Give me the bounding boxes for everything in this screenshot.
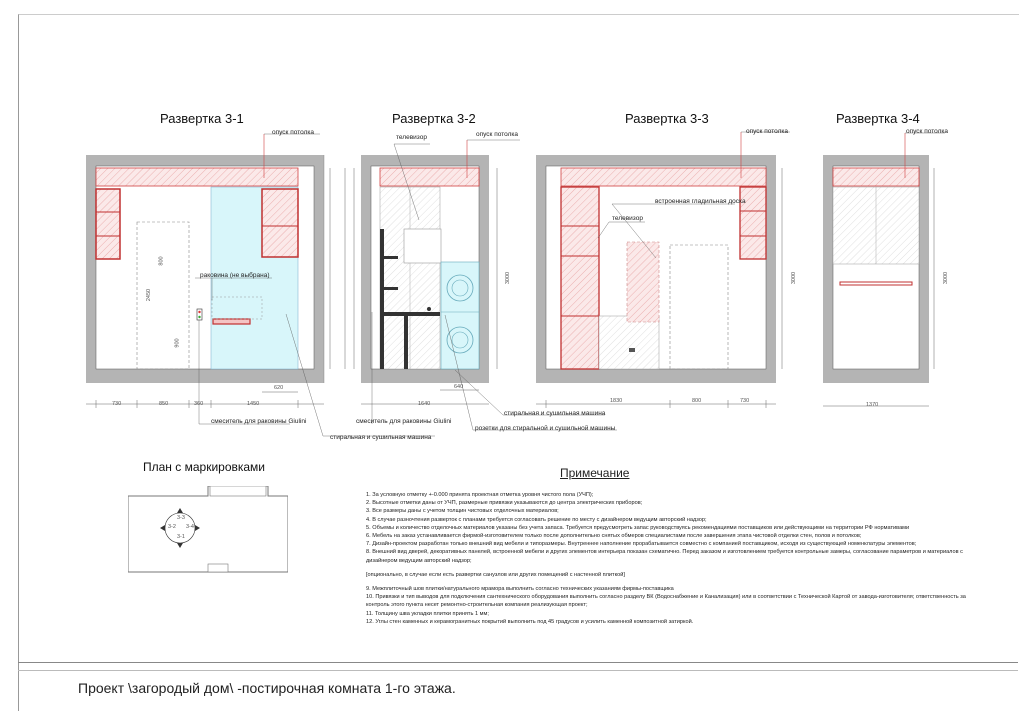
dim-v1-d: 1450 (247, 401, 260, 407)
dim-v4-bottom: 1370 (866, 402, 879, 408)
label-tv-3-2: телевизор (396, 134, 427, 141)
note-item: 9. Межплиточный шов плитки/натурального мрамора выполнить согласно технических указаниям фирмы-поставщика (366, 586, 674, 593)
view-title-3-4: Развертка 3-4 (836, 111, 920, 126)
mixer-symbol-3-1 (197, 309, 202, 320)
ceiling-drop-3-4 (833, 168, 919, 186)
plan-marker-3-4: 3-4 (186, 524, 194, 530)
dim-v1-e: 620 (274, 385, 284, 391)
dim-v1-c: 360 (194, 401, 204, 407)
tall-cabinet-3-3 (561, 187, 599, 369)
elevation-3-4 (823, 133, 945, 406)
notes-title: Примечание (560, 466, 630, 480)
upper-cabinet-left-3-1 (96, 189, 120, 259)
dim-v1-a: 730 (112, 401, 122, 407)
plan-diagram (128, 486, 288, 576)
dim-v3-a: 1830 (610, 398, 623, 404)
label-ceiling-drop-3-2: опуск потолка (476, 131, 518, 138)
view-title-3-2: Развертка 3-2 (392, 111, 476, 126)
note-optional: [опционально, в случае если есть развертки санузлов или других помещений с настенной плиткой] (366, 571, 625, 578)
view-title-3-1: Развертка 3-1 (160, 111, 244, 126)
project-title: Проект \загородый дом\ -постирочная комната 1-го этажа. (78, 680, 456, 696)
upper-cabinet-right-3-1 (262, 189, 298, 257)
view-title-3-3: Развертка 3-3 (625, 111, 709, 126)
plan-marker-3-1: 3-1 (177, 534, 185, 540)
notes-list (366, 491, 986, 626)
note-item: 7. Дизайн-проектом разработан только внешний вид мебели и типоразмеры. Внутреннее наполнение прорабатывается совместно с компанией поставщиком, исходя из существующей номенклатуры элементов; (366, 541, 917, 548)
dim-v3-h: 3000 (791, 271, 798, 285)
label-washer-3-2: стиральная и сушильная машина (504, 410, 606, 417)
label-mixer-3-2: смеситель для раковины Giulini (356, 418, 452, 425)
dim-v1-h-a: 2450 (146, 288, 153, 302)
label-mixer-3-1: смеситель для раковины Giulini (211, 418, 307, 425)
dim-v1-h-b: 800 (158, 256, 165, 266)
sink-counter-3-1 (213, 319, 250, 324)
dim-v1-b: 850 (159, 401, 169, 407)
ceiling-drop-3-3 (561, 168, 766, 186)
dim-v2-bottom: 1640 (418, 401, 431, 407)
note-item: 1. За условную отметку +-0.000 принята проектная отметка уровня чистого пола (УЧП); (366, 492, 594, 498)
dim-v3-c: 730 (740, 398, 750, 404)
note-item: 2. Высотные отметки даны от УЧП, размерные привязки указываются до центра электрических приборов; (366, 500, 643, 507)
note-item: 4. В случае разночтения разверток с планами требуется согласовать решение по месту с дизайнером ведущим авторский надзор; (366, 516, 707, 523)
label-washer-3-1: стиральная и сушильная машина (330, 434, 432, 441)
title-block-line (18, 662, 1018, 663)
label-sockets: розетки для стиральной и сушильной машины (475, 425, 616, 432)
dim-v2-sub: 640 (454, 384, 464, 390)
label-sink-not-selected: раковина (не выбрана) (200, 272, 270, 279)
note-item: 3. Все размеры даны с учетом толщин чистовых отделочных материалов; (366, 508, 559, 515)
note-item: 5. Объемы и количество отделочных материалов указаны без учета запаса. Требуется предусмотреть запас руководствуясь рекомендациями поставщиков или действующими на территории РФ нормативами (366, 524, 910, 531)
tv-3-2 (404, 229, 441, 263)
plan-marker-3-3: 3-3 (177, 515, 185, 521)
plan-title: План с маркировками (143, 460, 266, 474)
note-item: 8. Внешний вид дверей, декоративных панелей, встроенной мебели и других элементов интерьера показан схематично. Перед заказом и изготовлением требуется контрольные замеры, согласование параметров и материалов с дизайнером ведущим авторский надзор; (366, 549, 963, 564)
dim-v4-h: 3000 (943, 271, 950, 285)
dark-shelving-3-2 (380, 229, 384, 369)
note-item: 12. Углы стен каменных и керамогранитных покрытий выполнить под 45 градусов и усилить каменной композитной затиркой. (366, 618, 694, 625)
dim-v1-h-c: 900 (174, 338, 181, 348)
ironing-board-3-3 (627, 242, 659, 322)
label-ceiling-drop-3-4: опуск потолка (906, 128, 948, 135)
label-ceiling-drop-3-3: опуск потолка (746, 128, 788, 135)
elevation-3-3 (536, 132, 790, 408)
note-item: 11. Толщину шва укладки плитки принять 1 мм; (366, 610, 489, 617)
note-item: 10. Привязки и тип выводов для подключения сантехнического оборудования выполнить согласно разделу ВК (Водоснабжение и Канализация) или в соответствии с Технической Картой от завода-изготовителя; ответственность за контроль этого пункта несет ремонтно-строительная компания реализующая проект; (366, 594, 966, 609)
ceiling-drop-3-2 (380, 168, 479, 186)
label-ceiling-drop-3-1: опуск потолка (272, 129, 314, 136)
label-tv-3-3: телевизор (612, 215, 643, 222)
plan-marker-3-2: 3-2 (168, 524, 176, 530)
dim-v3-b: 800 (692, 398, 702, 404)
ceiling-drop-3-1 (96, 168, 298, 186)
dim-v2-h: 3000 (505, 271, 512, 285)
title-block-line-2 (18, 670, 1018, 671)
label-ironing-board: встроенная гладильная доска (655, 198, 746, 205)
rail-3-4 (840, 282, 912, 285)
note-item: 6. Мебель на заказ устанавливается фирмой-изготовителем только после дополнительно снятых обмеров специалистами после завершения этапа чистовой отделки стен, полов и потолков; (366, 533, 862, 540)
